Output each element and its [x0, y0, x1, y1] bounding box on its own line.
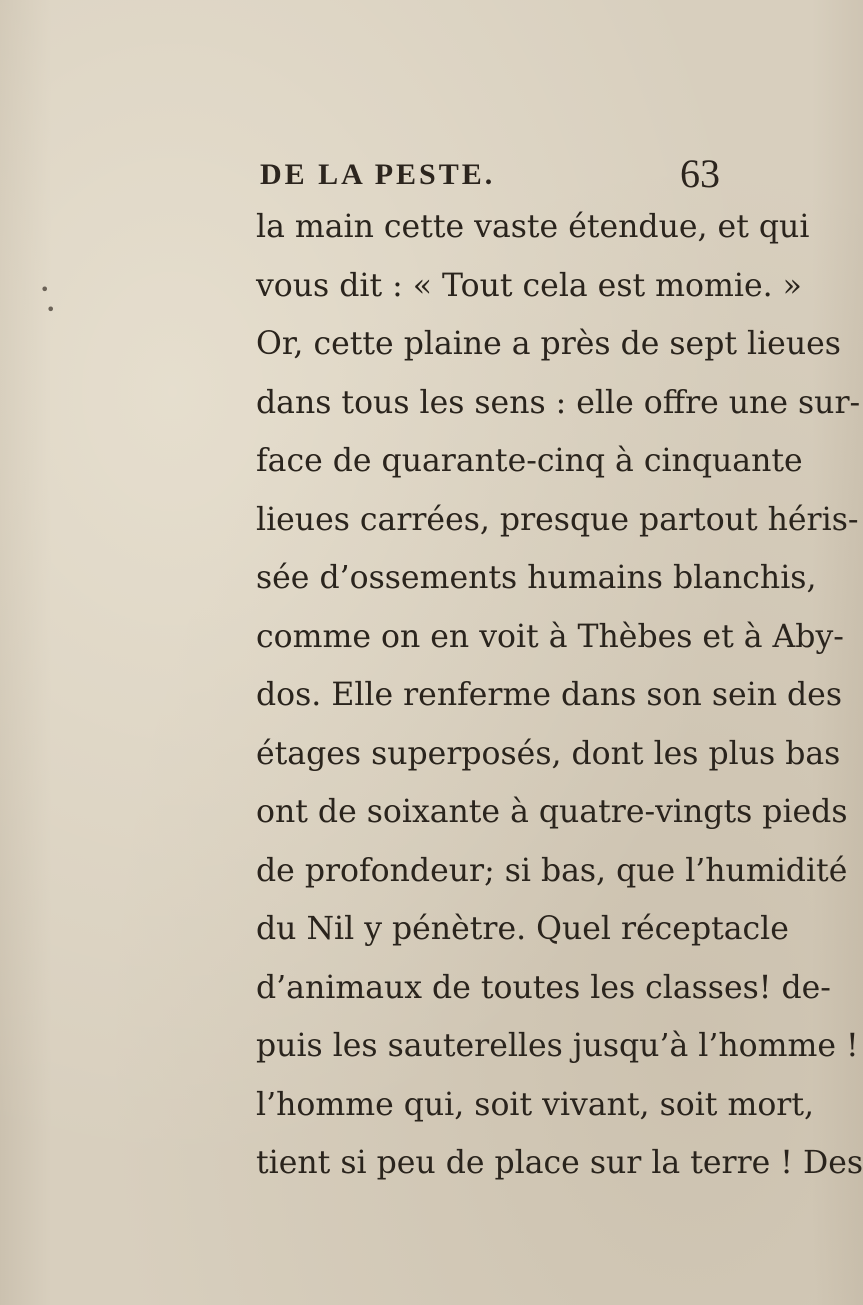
text-line: d’animaux de toutes les classes! de-	[256, 969, 831, 1006]
text-line: dos. Elle renferme dans son sein des	[256, 677, 842, 713]
text-line: comme on en voit à Thèbes et à Aby-	[256, 618, 844, 655]
text-line: Or, cette plaine a près de sept lieues	[256, 326, 841, 362]
text-line: de profondeur; si bas, que l’humidité	[256, 852, 848, 889]
margin-blemish-mark: •	[46, 300, 56, 319]
running-head	[260, 150, 720, 200]
text-line: puis les sauterelles jusqu’à l’homme !	[256, 1028, 859, 1064]
margin-blemish-mark: •	[40, 280, 50, 299]
text-line: face de quarante-cinq à cinquante	[256, 443, 803, 479]
text-line: l’homme qui, soit vivant, soit mort,	[256, 1086, 815, 1123]
text-line: étages superposés, dont les plus bas	[256, 735, 841, 772]
text-line: du Nil y pénètre. Quel réceptacle	[256, 911, 789, 947]
page-number: 63	[680, 151, 720, 196]
text-line: dans tous les sens : elle offre une sur-	[256, 384, 861, 421]
text-line: vous dit : « Tout cela est momie. »	[256, 267, 802, 304]
text-line: ont de soixante à quatre-vingts pieds	[256, 794, 848, 830]
running-title: DE LA PESTE.	[260, 158, 496, 191]
text-line: sée d’ossements humains blanchis,	[256, 560, 817, 596]
text-line: lieues carrées, presque partout héris-	[256, 501, 859, 538]
body-text	[256, 198, 863, 1193]
text-line: la main cette vaste étendue, et qui	[256, 209, 810, 245]
text-line: tient si peu de place sur la terre ! Des	[256, 1145, 863, 1181]
